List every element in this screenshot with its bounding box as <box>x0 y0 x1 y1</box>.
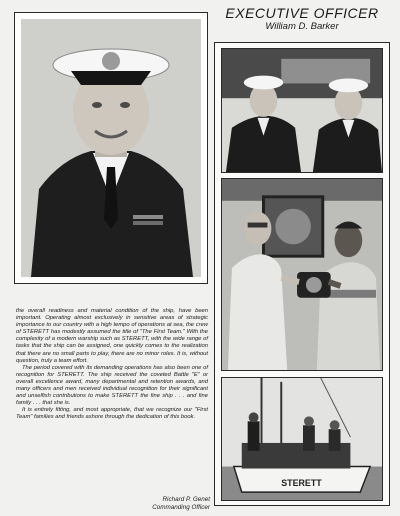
portrait-photo <box>14 12 208 284</box>
page-subtitle: William D. Barker <box>265 21 339 32</box>
signature-name: Richard P. Genet <box>162 496 210 503</box>
page-title: EXECUTIVE OFFICER <box>225 5 379 21</box>
body-text <box>16 308 208 422</box>
title-block <box>214 6 390 33</box>
award-illustration <box>222 179 382 370</box>
boat-illustration <box>222 378 382 500</box>
signature-block <box>100 496 210 511</box>
signature-role: Commanding Officer <box>152 503 210 511</box>
portrait-illustration <box>21 19 201 277</box>
officers-photo <box>221 48 383 173</box>
boat-hull-lettering: STERETT <box>281 478 322 489</box>
body-paragraph: It is entirely fitting, and most appropriate, that we recognize our "First Team" families and friends ashore through the dedication of this book. <box>16 407 208 421</box>
boat-photo <box>221 377 383 501</box>
body-paragraph: the overall readiness and material condition of the ship, have been important. Operating almost exclusively in sensitive areas of strategic importance to our country with a high tempo of operations at sea, the crew of STERETT has modestly assumed the title of "The First Team." With the complexity of a modern warship such as STERETT, with the wide range of tasks that the ship can be assigned, one quickly comes to the realization that there are no small parts to play, there are no minor roles. It is, without question, truly a team effort. <box>16 308 208 364</box>
body-paragraph: The period covered with its demanding operations has also been one of recognition for STERETT. The ship received the coveted Battle "E" or overall excellence award, many departmental and retention awards, and many officers and men received individual recognition for their significant and unselfish contributions to make STERETT the fine ship . . . and fine family . . . that she is. <box>16 364 208 407</box>
officers-illustration <box>222 49 382 172</box>
award-photo <box>221 178 383 371</box>
